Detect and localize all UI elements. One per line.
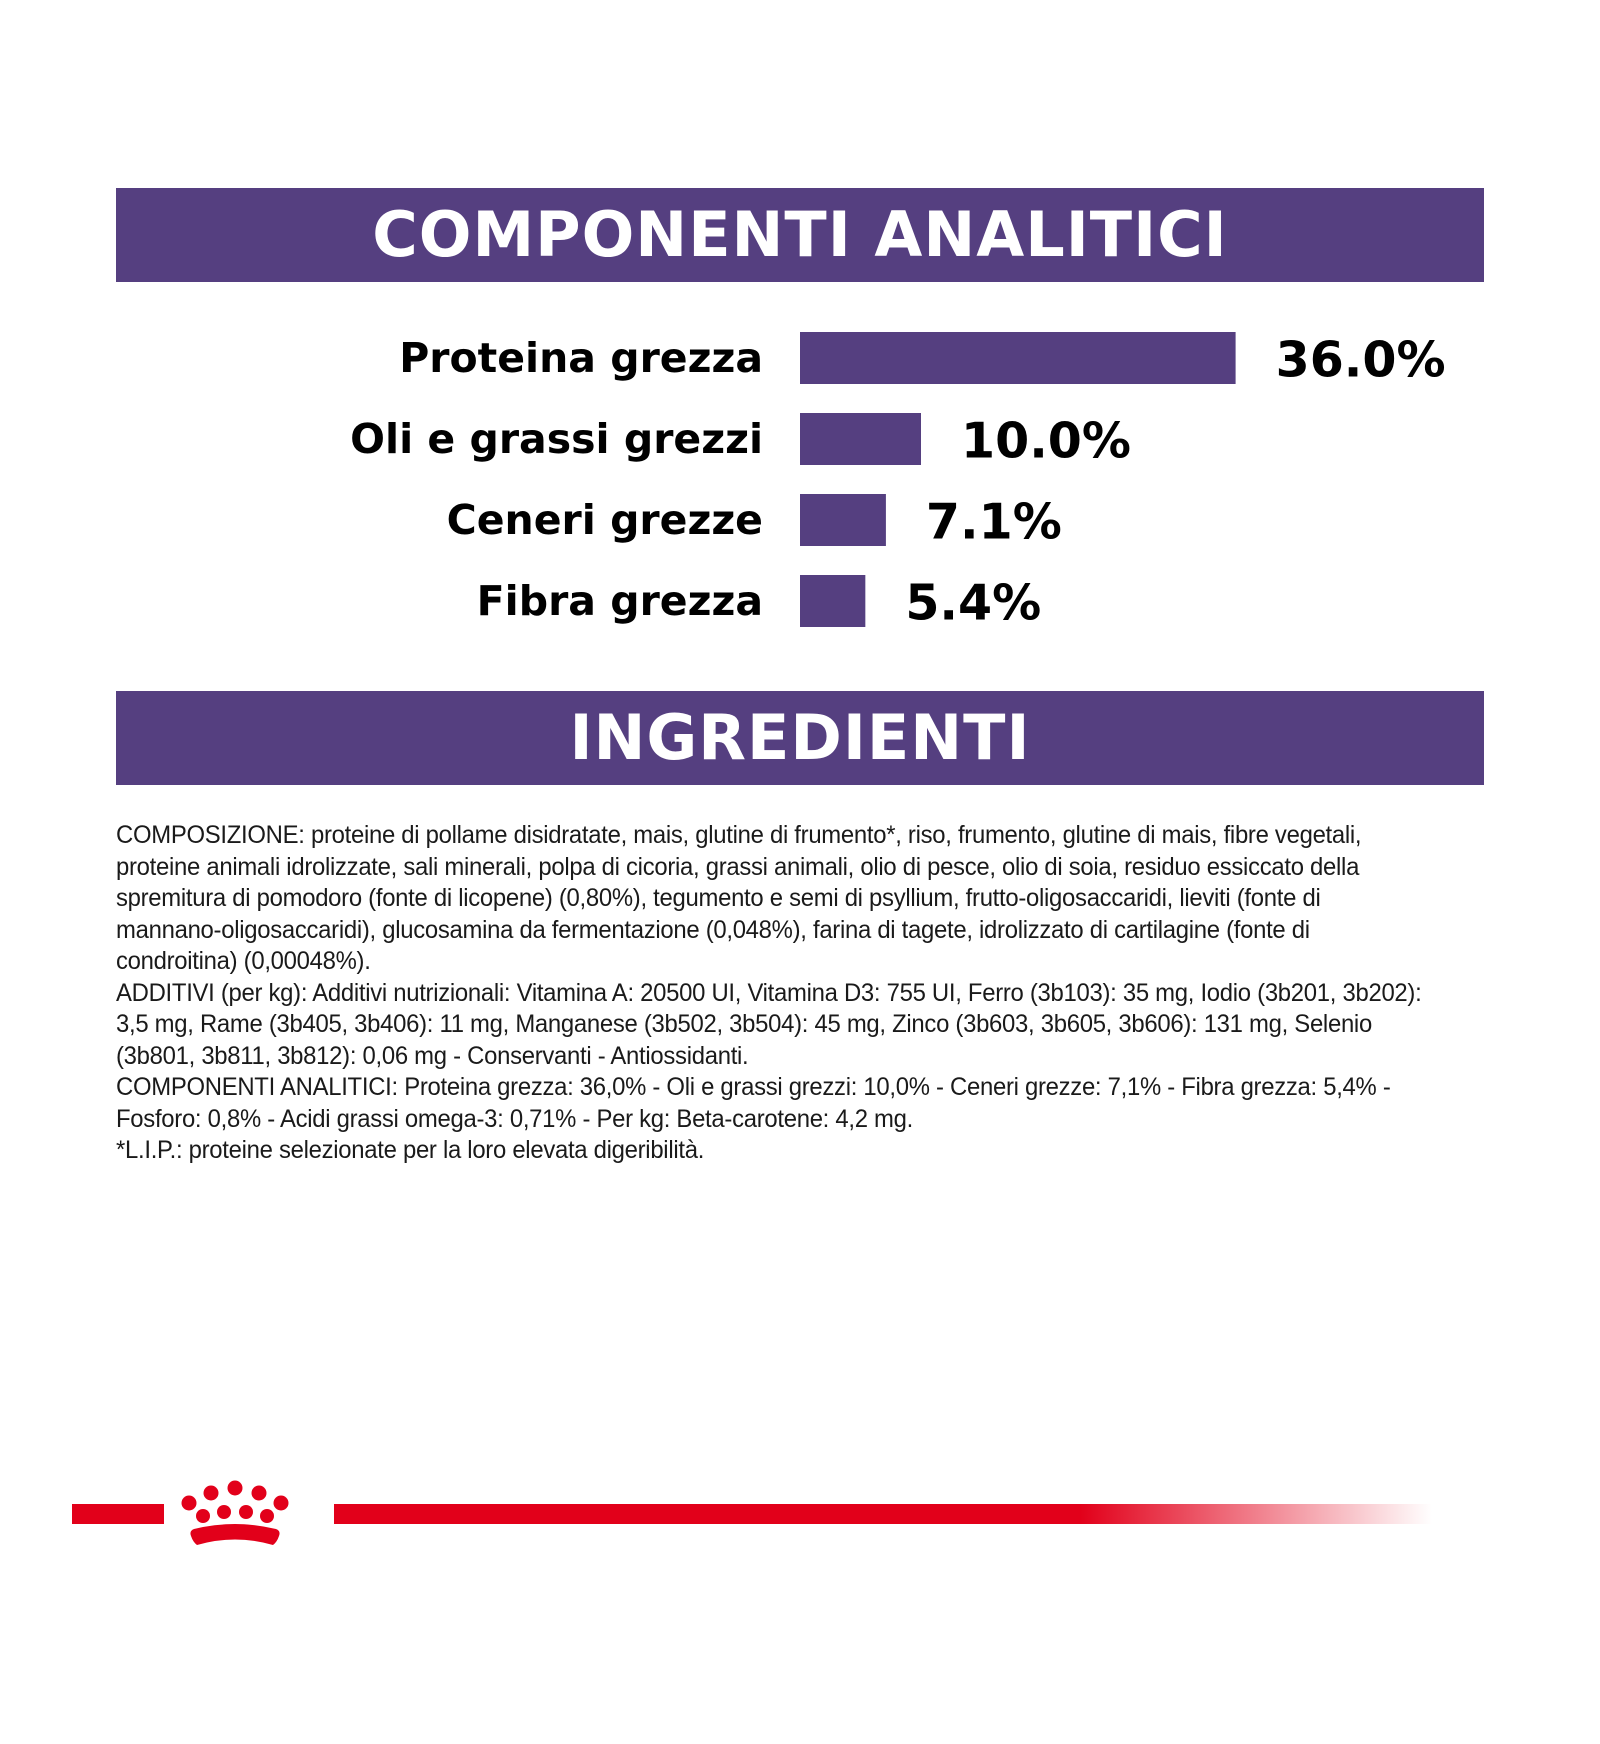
bar-value-label: 36.0%: [1275, 331, 1446, 389]
nutrient-bar-chart: [0, 300, 1600, 660]
composizione-text: COMPOSIZIONE: proteine di pollame disidratate, mais, glutine di frumento*, riso, frumento, glutine di mais, fibre vegetali, proteine animali idrolizzate, sali minerali, polpa di cicoria, grassi animali, olio di pesce, olio di soia, residuo essiccato della spremitura di pomodoro (fonte di licopene) (0,80%), tegumento e semi di psyllium, frutto-oligosaccaridi, lieviti (fonte di mannano-oligosaccaridi), glucosamina da fermentazione (0,048%), farina di tagete, idrolizzato di cartilagine (fonte di condroitina) (0,00048%).: [116, 821, 1362, 975]
bar-value-label: 5.4%: [905, 574, 1042, 632]
ingredients-block: [116, 820, 1424, 1167]
bar-category-label: Ceneri grezze: [446, 496, 763, 544]
bar-category-label: Fibra grezza: [476, 577, 763, 625]
bar: [800, 575, 865, 627]
componenti-text: COMPONENTI ANALITICI: Proteina grezza: 36,0% - Oli e grassi grezzi: 10,0% - Ceneri grezze: 7,1% - Fibra grezza: 5,4% - Fosforo: 0,8% - Acidi grassi omega-3: 0,71% - Per kg: Beta-carotene: 4,2 mg.: [116, 1073, 1391, 1133]
bar-category-label: Oli e grassi grezzi: [350, 415, 763, 463]
additivi-text: ADDITIVI (per kg): Additivi nutrizionali: Vitamina A: 20500 UI, Vitamina D3: 755 UI, Ferro (3b103): 35 mg, Iodio (3b201, 3b202): 3,5 mg, Rame (3b405, 3b406): 11 mg, Manganese (3b502, 3b504): 45 mg, Zinco (3b603, 3b605, 3b606): 131 mg, Selenio (3b801, 3b811, 3b812): 0,06 mg - Conservanti - Antiossidanti.: [116, 978, 1422, 1070]
footer-line-left: [72, 1504, 164, 1524]
bar-value-label: 7.1%: [925, 493, 1062, 551]
analitici-title: COMPONENTI ANALITICI: [372, 198, 1228, 271]
bar: [800, 413, 921, 465]
bar-value-label: 10.0%: [961, 412, 1131, 470]
bar: [800, 332, 1236, 384]
analitici-banner: [116, 188, 1484, 282]
brand-footer: [72, 1472, 1432, 1562]
crown-icon: [182, 1481, 289, 1546]
ingredienti-banner: [116, 691, 1484, 785]
bar: [800, 494, 886, 546]
footer-line-right: [334, 1504, 1432, 1524]
bar-category-label: Proteina grezza: [399, 334, 763, 382]
nota-text: *L.I.P.: proteine selezionate per la loro elevata digeribilità.: [116, 1136, 705, 1164]
ingredienti-title: INGREDIENTI: [569, 701, 1031, 774]
